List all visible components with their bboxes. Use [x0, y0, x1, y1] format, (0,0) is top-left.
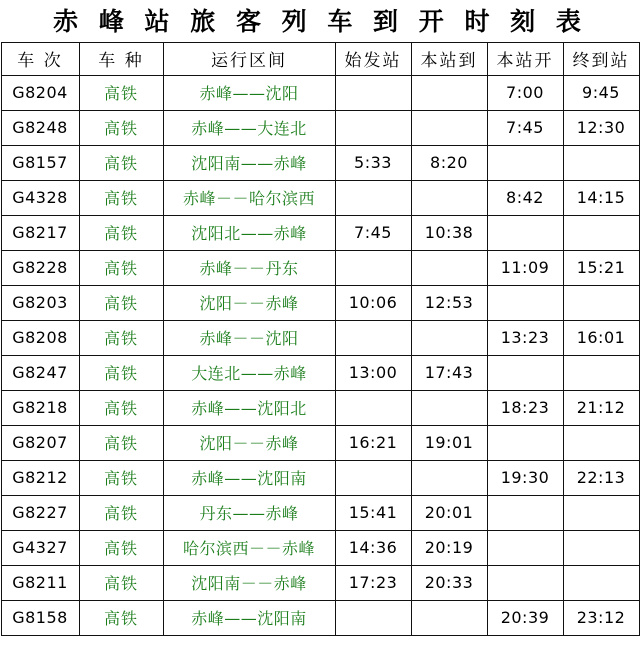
- cell-train-type: 高铁: [79, 355, 163, 390]
- cell-train-type: 高铁: [79, 425, 163, 460]
- cell-origin-time: 17:23: [335, 565, 411, 600]
- cell-route: 赤峰——大连北: [163, 110, 335, 145]
- cell-terminal-time: 9:45: [563, 75, 639, 110]
- cell-route: 沈阳－－赤峰: [163, 425, 335, 460]
- column-header-route: 运行区间: [163, 42, 335, 75]
- cell-origin-time: [335, 600, 411, 635]
- cell-terminal-time: 12:30: [563, 110, 639, 145]
- cell-arrival-time: 20:33: [411, 565, 487, 600]
- train-schedule-table: [1, 42, 640, 636]
- cell-terminal-time: [563, 215, 639, 250]
- cell-departure-time: 7:45: [487, 110, 563, 145]
- cell-terminal-time: [563, 425, 639, 460]
- column-header-origin-station: 始发站: [335, 42, 411, 75]
- table-row: [1, 355, 639, 390]
- table-row: [1, 460, 639, 495]
- cell-train-no: G4328: [1, 180, 79, 215]
- cell-arrival-time: [411, 390, 487, 425]
- cell-terminal-time: [563, 495, 639, 530]
- cell-departure-time: [487, 145, 563, 180]
- cell-train-type: 高铁: [79, 75, 163, 110]
- cell-origin-time: 5:33: [335, 145, 411, 180]
- cell-terminal-time: 14:15: [563, 180, 639, 215]
- page-title: 赤 峰 站 旅 客 列 车 到 开 时 刻 表: [53, 7, 587, 36]
- cell-arrival-time: 17:43: [411, 355, 487, 390]
- cell-route: 赤峰——沈阳南: [163, 460, 335, 495]
- cell-route: 沈阳南－－赤峰: [163, 565, 335, 600]
- cell-route: 丹东——赤峰: [163, 495, 335, 530]
- cell-departure-time: [487, 495, 563, 530]
- cell-train-type: 高铁: [79, 600, 163, 635]
- cell-departure-time: [487, 355, 563, 390]
- cell-route: 赤峰——沈阳北: [163, 390, 335, 425]
- cell-origin-time: [335, 180, 411, 215]
- cell-departure-time: 18:23: [487, 390, 563, 425]
- cell-train-type: 高铁: [79, 530, 163, 565]
- cell-train-no: G8212: [1, 460, 79, 495]
- column-header-departure-time: 本站开: [487, 42, 563, 75]
- cell-origin-time: 10:06: [335, 285, 411, 320]
- cell-arrival-time: [411, 600, 487, 635]
- cell-departure-time: 8:42: [487, 180, 563, 215]
- cell-origin-time: 15:41: [335, 495, 411, 530]
- cell-route: 大连北——赤峰: [163, 355, 335, 390]
- cell-origin-time: [335, 75, 411, 110]
- cell-train-type: 高铁: [79, 495, 163, 530]
- cell-arrival-time: 20:19: [411, 530, 487, 565]
- cell-terminal-time: [563, 355, 639, 390]
- cell-departure-time: 7:00: [487, 75, 563, 110]
- cell-origin-time: [335, 320, 411, 355]
- cell-train-no: G8228: [1, 250, 79, 285]
- cell-train-no: G8208: [1, 320, 79, 355]
- table-row: [1, 320, 639, 355]
- table-row: [1, 215, 639, 250]
- cell-departure-time: [487, 215, 563, 250]
- cell-arrival-time: 20:01: [411, 495, 487, 530]
- table-row: [1, 75, 639, 110]
- cell-arrival-time: [411, 320, 487, 355]
- cell-train-no: G8247: [1, 355, 79, 390]
- cell-train-no: G4327: [1, 530, 79, 565]
- cell-route: 赤峰——沈阳: [163, 75, 335, 110]
- cell-train-no: G8218: [1, 390, 79, 425]
- cell-train-type: 高铁: [79, 180, 163, 215]
- cell-terminal-time: 15:21: [563, 250, 639, 285]
- cell-origin-time: 16:21: [335, 425, 411, 460]
- cell-train-no: G8157: [1, 145, 79, 180]
- cell-train-no: G8204: [1, 75, 79, 110]
- cell-departure-time: 11:09: [487, 250, 563, 285]
- cell-route: 哈尔滨西－－赤峰: [163, 530, 335, 565]
- cell-route: 赤峰——沈阳南: [163, 600, 335, 635]
- table-row: [1, 145, 639, 180]
- cell-train-no: G8203: [1, 285, 79, 320]
- cell-route: 沈阳北——赤峰: [163, 215, 335, 250]
- cell-train-type: 高铁: [79, 390, 163, 425]
- cell-origin-time: 14:36: [335, 530, 411, 565]
- cell-arrival-time: [411, 75, 487, 110]
- cell-departure-time: [487, 425, 563, 460]
- cell-arrival-time: 19:01: [411, 425, 487, 460]
- table-row: [1, 425, 639, 460]
- cell-departure-time: [487, 285, 563, 320]
- cell-route: 赤峰－－丹东: [163, 250, 335, 285]
- cell-arrival-time: 8:20: [411, 145, 487, 180]
- cell-train-type: 高铁: [79, 320, 163, 355]
- cell-departure-time: [487, 530, 563, 565]
- cell-terminal-time: [563, 145, 639, 180]
- cell-origin-time: 7:45: [335, 215, 411, 250]
- cell-arrival-time: 12:53: [411, 285, 487, 320]
- cell-origin-time: [335, 110, 411, 145]
- column-header-train-type: 车 种: [79, 42, 163, 75]
- cell-departure-time: [487, 565, 563, 600]
- cell-train-type: 高铁: [79, 250, 163, 285]
- cell-terminal-time: 22:13: [563, 460, 639, 495]
- table-row: [1, 600, 639, 635]
- column-header-train-no: 车 次: [1, 42, 79, 75]
- cell-train-type: 高铁: [79, 215, 163, 250]
- cell-train-type: 高铁: [79, 145, 163, 180]
- column-header-arrival-time: 本站到: [411, 42, 487, 75]
- cell-arrival-time: [411, 180, 487, 215]
- cell-origin-time: [335, 390, 411, 425]
- cell-train-no: G8207: [1, 425, 79, 460]
- table-row: [1, 110, 639, 145]
- cell-origin-time: 13:00: [335, 355, 411, 390]
- cell-route: 赤峰－－哈尔滨西: [163, 180, 335, 215]
- cell-departure-time: 20:39: [487, 600, 563, 635]
- cell-train-no: G8248: [1, 110, 79, 145]
- cell-train-type: 高铁: [79, 110, 163, 145]
- table-row: [1, 250, 639, 285]
- table-row: [1, 285, 639, 320]
- cell-route: 沈阳－－赤峰: [163, 285, 335, 320]
- cell-arrival-time: [411, 460, 487, 495]
- cell-departure-time: 13:23: [487, 320, 563, 355]
- table-row: [1, 180, 639, 215]
- cell-terminal-time: 21:12: [563, 390, 639, 425]
- cell-terminal-time: 23:12: [563, 600, 639, 635]
- cell-arrival-time: [411, 110, 487, 145]
- cell-origin-time: [335, 250, 411, 285]
- cell-train-type: 高铁: [79, 460, 163, 495]
- cell-train-no: G8227: [1, 495, 79, 530]
- cell-train-type: 高铁: [79, 565, 163, 600]
- cell-departure-time: 19:30: [487, 460, 563, 495]
- table-row: [1, 390, 639, 425]
- table-row: [1, 565, 639, 600]
- cell-train-no: G8217: [1, 215, 79, 250]
- cell-arrival-time: [411, 250, 487, 285]
- cell-train-no: G8158: [1, 600, 79, 635]
- cell-train-type: 高铁: [79, 285, 163, 320]
- cell-terminal-time: [563, 530, 639, 565]
- cell-terminal-time: 16:01: [563, 320, 639, 355]
- cell-arrival-time: 10:38: [411, 215, 487, 250]
- cell-origin-time: [335, 460, 411, 495]
- cell-terminal-time: [563, 285, 639, 320]
- cell-terminal-time: [563, 565, 639, 600]
- table-header-row: [1, 42, 639, 75]
- table-row: [1, 530, 639, 565]
- cell-train-no: G8211: [1, 565, 79, 600]
- table-row: [1, 495, 639, 530]
- cell-route: 沈阳南——赤峰: [163, 145, 335, 180]
- cell-route: 赤峰－－沈阳: [163, 320, 335, 355]
- column-header-terminal-station: 终到站: [563, 42, 639, 75]
